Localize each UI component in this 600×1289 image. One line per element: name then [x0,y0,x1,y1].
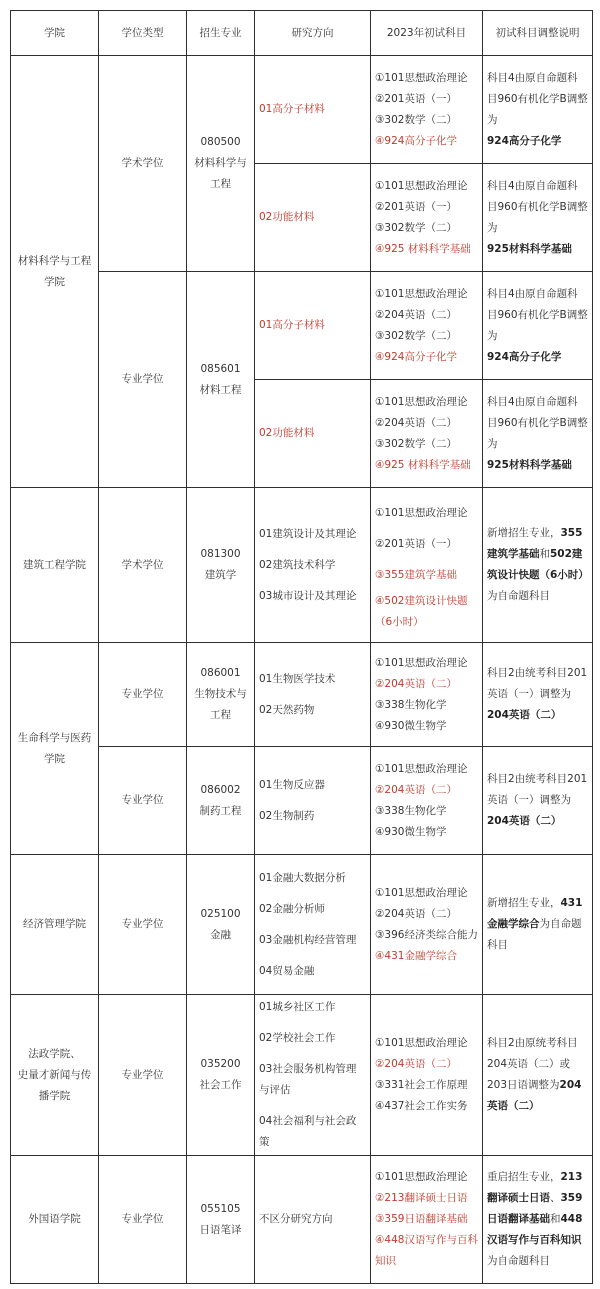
subject-item: ①101思想政治理论 [375,395,468,408]
subjects-cell [371,164,483,272]
direction-item: 03社会服务机构管理与评估 [259,1063,357,1096]
subject-item: ②201英语（一） [375,537,457,550]
college-cell [11,995,99,1156]
note-cell [483,643,593,747]
degree-cell: 专业学位 [99,643,187,747]
major-code: 081300 [200,548,241,560]
note-cell [483,56,593,164]
subject-item: ④431金融学综合 [375,949,457,962]
subject-item: ④502建筑设计快题（6小时） [375,594,468,628]
major-name: 日语笔译 [199,1223,242,1236]
major-code: 025100 [200,907,241,920]
admissions-table [10,10,593,1284]
major-cell [187,56,255,272]
subject-item: ①101思想政治理论 [375,1037,468,1049]
direction-cell [255,995,371,1156]
note-bold: 204英语（二） [487,1079,582,1112]
note-text: 为自命题科目 [487,590,550,602]
subject-item: ③302数学（二） [375,437,457,450]
major-name: 材料工程 [199,383,242,396]
subject-item: ③302数学（二） [375,221,457,234]
major-name: 材料科学与工程 [194,157,247,190]
note-bold: 925材料科学基础 [487,242,572,255]
table-row [11,855,593,995]
header-degree-type: 学位类型 [99,11,187,56]
major-code: 085601 [200,362,241,375]
direction-item: 04社会福利与社会政策 [259,1115,357,1148]
note-bold: 448汉语写作与百科知识 [487,1213,583,1246]
direction-item: 03城市设计及其理论 [259,589,357,602]
direction-cell: 01高分子材料 [255,56,371,164]
degree-cell: 专业学位 [99,747,187,855]
note-cell [483,747,593,855]
subject-item: ③302数学（二） [375,113,457,126]
major-code: 086001 [200,667,241,679]
header-exam-subjects: 2023年初试科目 [371,11,483,56]
degree-cell: 专业学位 [99,272,187,488]
subjects-cell [371,995,483,1156]
note-bold: 213翻译硕士日语 [487,1171,583,1204]
subject-item: ③396经济类综合能力 [375,928,478,941]
note-bold: 359日语翻译基础 [487,1192,583,1225]
subject-item: ②204英语（二） [375,416,457,429]
header-adjustment-note: 初试科目调整说明 [483,11,593,56]
subject-item: ①101思想政治理论 [375,179,468,192]
college-cell: 材料科学与工程学院 [11,56,99,488]
direction-item: 02学校社会工作 [259,1032,336,1044]
direction-cell [255,855,371,995]
header-direction: 研究方向 [255,11,371,56]
subject-item: ④930微生物学 [375,825,447,838]
table-header-row [11,11,593,56]
note-text: 科目4由原自命题科目960有机化学B调整为 [487,395,588,450]
note-cell [483,995,593,1156]
subject-item: ③338生物化学 [375,698,447,711]
header-major: 招生专业 [187,11,255,56]
note-bold: 924高分子化学 [487,350,562,363]
direction-item: 02金融分析师 [259,902,325,915]
direction-item: 02建筑技术科学 [259,558,336,571]
note-text: 重启招生专业， [487,1171,561,1183]
subject-item: ②204英语（二） [375,907,457,920]
subjects-cell [371,488,483,643]
note-bold: 502建筑设计快题（6小时） [487,548,589,581]
college-name-line: 史量才新闻与传播学院 [17,1068,92,1102]
college-cell: 外国语学院 [11,1156,99,1284]
major-cell [187,747,255,855]
subject-item: ①101思想政治理论 [375,656,468,669]
note-cell [483,380,593,488]
direction-item: 01生物医学技术 [259,672,336,685]
direction-cell: 01高分子材料 [255,272,371,380]
subject-item: ③338生物化学 [375,804,447,817]
direction-item: 02生物制药 [259,809,315,822]
note-bold: 924高分子化学 [487,134,562,147]
subject-item: ④925 材料科学基础 [375,242,471,255]
subject-item: ②204英语（二） [375,783,457,796]
subject-item: ②204英语（二） [375,1058,457,1070]
subjects-cell [371,747,483,855]
note-cell [483,855,593,995]
note-cell [483,1156,593,1284]
subject-item: ①101思想政治理论 [375,71,468,84]
subject-item: ③355建筑学基础 [375,568,457,581]
subjects-cell [371,380,483,488]
major-name: 社会工作 [199,1079,242,1091]
major-cell [187,272,255,488]
note-text: 和 [539,548,550,560]
subjects-cell [371,272,483,380]
note-text: 科目4由原自命题科目960有机化学B调整为 [487,179,588,234]
note-cell [483,488,593,643]
subject-item: ②213翻译硕士日语 [375,1192,468,1204]
note-text: 科目2由原统考科目204英语（二）或203日语调整为 [487,1037,578,1091]
major-code: 080500 [200,136,241,148]
major-cell [187,855,255,995]
note-bold: 925材料科学基础 [487,458,572,471]
table-row [11,488,593,643]
subjects-cell [371,56,483,164]
direction-item: 01建筑设计及其理论 [259,527,357,540]
subject-item: ③302数学（二） [375,329,457,342]
note-text: 新增招生专业， [487,527,561,539]
major-cell [187,643,255,747]
note-text: 科目4由原自命题科目960有机化学B调整为 [487,71,588,126]
note-cell [483,272,593,380]
major-name: 生物技术与工程 [194,688,247,721]
subject-item: ①101思想政治理论 [375,762,468,775]
header-college: 学院 [11,11,99,56]
note-text: 新增招生专业， [487,897,561,909]
major-code: 055105 [200,1202,241,1215]
note-cell [483,164,593,272]
direction-item: 01金融大数据分析 [259,871,346,884]
table-row [11,747,593,855]
table-row [11,995,593,1156]
subject-item: ①101思想政治理论 [375,1171,468,1183]
table-row [11,1156,593,1284]
degree-cell: 专业学位 [99,1156,187,1284]
major-cell [187,995,255,1156]
major-code: 035200 [200,1058,241,1070]
direction-cell [255,643,371,747]
subject-item: ④930微生物学 [375,719,447,732]
subjects-cell [371,855,483,995]
subject-item: ④448汉语写作与百科知识 [375,1234,478,1267]
direction-cell: 不区分研究方向 [255,1156,371,1284]
note-text: 为自命题科目 [487,1255,550,1267]
table-row [11,272,593,380]
subject-item: ②204英语（二） [375,308,457,321]
major-cell [187,488,255,643]
college-name-line: 法政学院、 [28,1047,81,1060]
subject-item: ①101思想政治理论 [375,506,468,519]
table-row [11,56,593,164]
major-name: 建筑学 [204,569,237,581]
major-code: 086002 [200,783,241,796]
table-row [11,643,593,747]
direction-cell: 02功能材料 [255,164,371,272]
subject-item: ④924高分子化学 [375,350,457,363]
subjects-cell [371,1156,483,1284]
note-text: 和 [550,1213,561,1225]
note-text: 科目2由统考科目201英语（一）调整为 [487,667,588,700]
college-cell: 建筑工程学院 [11,488,99,643]
major-name: 金融 [210,928,231,941]
subject-item: ②201英语（一） [375,200,457,213]
direction-item: 04贸易金融 [259,964,315,977]
degree-cell: 学术学位 [99,56,187,272]
subject-item: ④437社会工作实务 [375,1100,468,1112]
note-bold: 204英语（二） [487,815,562,827]
college-cell: 生命科学与医药学院 [11,643,99,855]
subject-item: ①101思想政治理论 [375,886,468,899]
direction-item: 01生物反应器 [259,778,325,791]
direction-cell [255,488,371,643]
subject-item: ④924高分子化学 [375,134,457,147]
note-text: 科目4由原自命题科目960有机化学B调整为 [487,287,588,342]
major-name: 制药工程 [199,804,242,817]
direction-cell: 02功能材料 [255,380,371,488]
degree-cell: 专业学位 [99,995,187,1156]
note-text: 、 [550,1192,561,1204]
subject-item: ②204英语（二） [375,677,457,690]
direction-item: 03金融机构经营管理 [259,933,357,946]
direction-item: 02天然药物 [259,703,315,716]
subject-item: ①101思想政治理论 [375,287,468,300]
degree-cell: 学术学位 [99,488,187,643]
subject-item: ②201英语（一） [375,92,457,105]
direction-item: 01城乡社区工作 [259,1001,336,1013]
note-bold: 204英语（二） [487,709,562,721]
college-cell: 经济管理学院 [11,855,99,995]
subjects-cell [371,643,483,747]
note-bold: 355建筑学基础 [487,527,583,560]
note-text: 科目2由统考科目201英语（一）调整为 [487,773,588,806]
degree-cell: 专业学位 [99,855,187,995]
subject-item: ④925 材料科学基础 [375,458,471,471]
major-cell [187,1156,255,1284]
note-bold: 431金融学综合 [487,897,583,930]
note-text: 为自命题科目 [487,918,582,951]
subject-item: ③331社会工作原理 [375,1079,468,1091]
direction-cell [255,747,371,855]
subject-item: ③359日语翻译基础 [375,1213,468,1225]
